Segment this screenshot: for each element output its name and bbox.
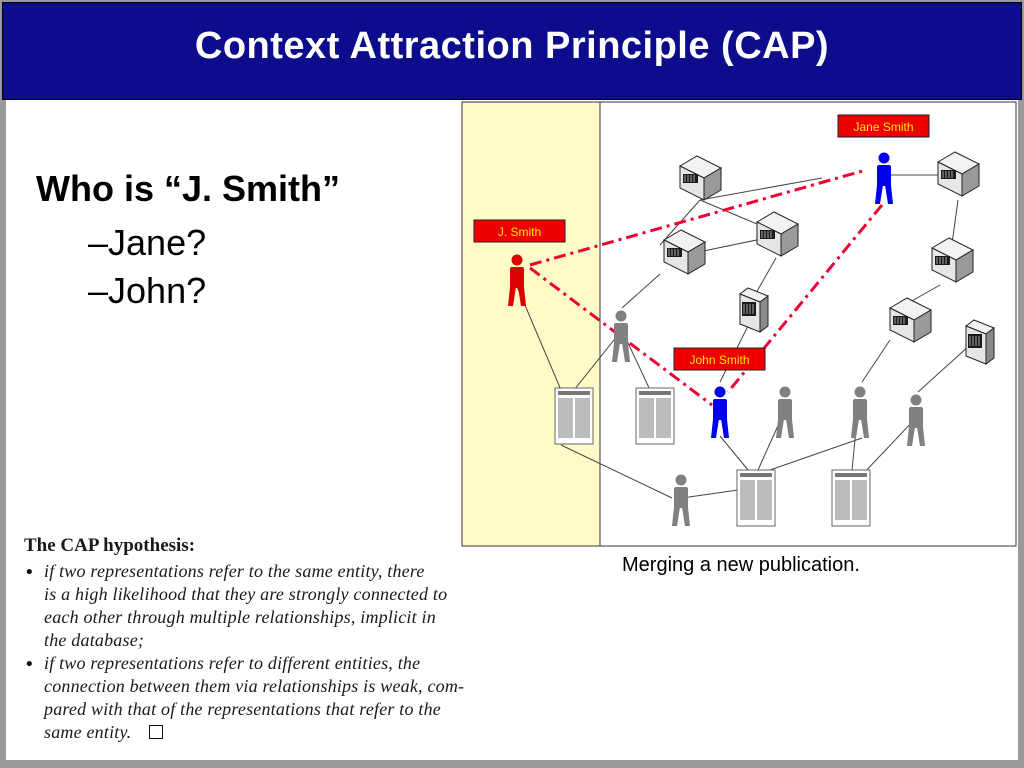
publication-icon bbox=[555, 388, 593, 444]
hypothesis-title: The CAP hypothesis: bbox=[24, 535, 196, 556]
hypothesis-line: the database; bbox=[44, 630, 145, 650]
server-icon bbox=[966, 320, 994, 364]
option-jane: –Jane? bbox=[88, 222, 207, 263]
publication-icon bbox=[636, 388, 674, 444]
hypothesis-line: pared with that of the representations that refer to the bbox=[44, 699, 441, 719]
hypothesis-line: connection between them via relationships is weak, com- bbox=[44, 676, 465, 696]
diagram-caption: Merging a new publication. bbox=[622, 554, 860, 576]
hypothesis-bullet-2: • bbox=[24, 654, 35, 675]
hypothesis-last-line: same entity. bbox=[44, 722, 132, 742]
server-icon bbox=[740, 288, 768, 332]
john-smith-label: John Smith bbox=[689, 353, 750, 367]
hypothesis-line: is a high likelihood that they are strongly connected to bbox=[44, 584, 448, 604]
publication-icon bbox=[832, 470, 870, 526]
j-smith-label: J. Smith bbox=[497, 225, 542, 239]
hypothesis-bullet-1: • bbox=[24, 562, 35, 583]
hypothesis-line: each other through multiple relationships, implicit in bbox=[44, 607, 436, 627]
hypothesis-line: if two representations refer to different entities, the bbox=[44, 653, 421, 673]
question-heading: Who is “J. Smith” bbox=[36, 168, 341, 209]
option-john: –John? bbox=[88, 270, 207, 311]
slide-title: Context Attraction Principle (CAP) bbox=[194, 25, 830, 67]
jane-smith-label: Jane Smith bbox=[853, 120, 914, 134]
new-publication-highlight bbox=[462, 102, 600, 546]
publication-icon bbox=[737, 470, 775, 526]
hypothesis-line: if two representations refer to the same entity, there bbox=[44, 561, 425, 581]
